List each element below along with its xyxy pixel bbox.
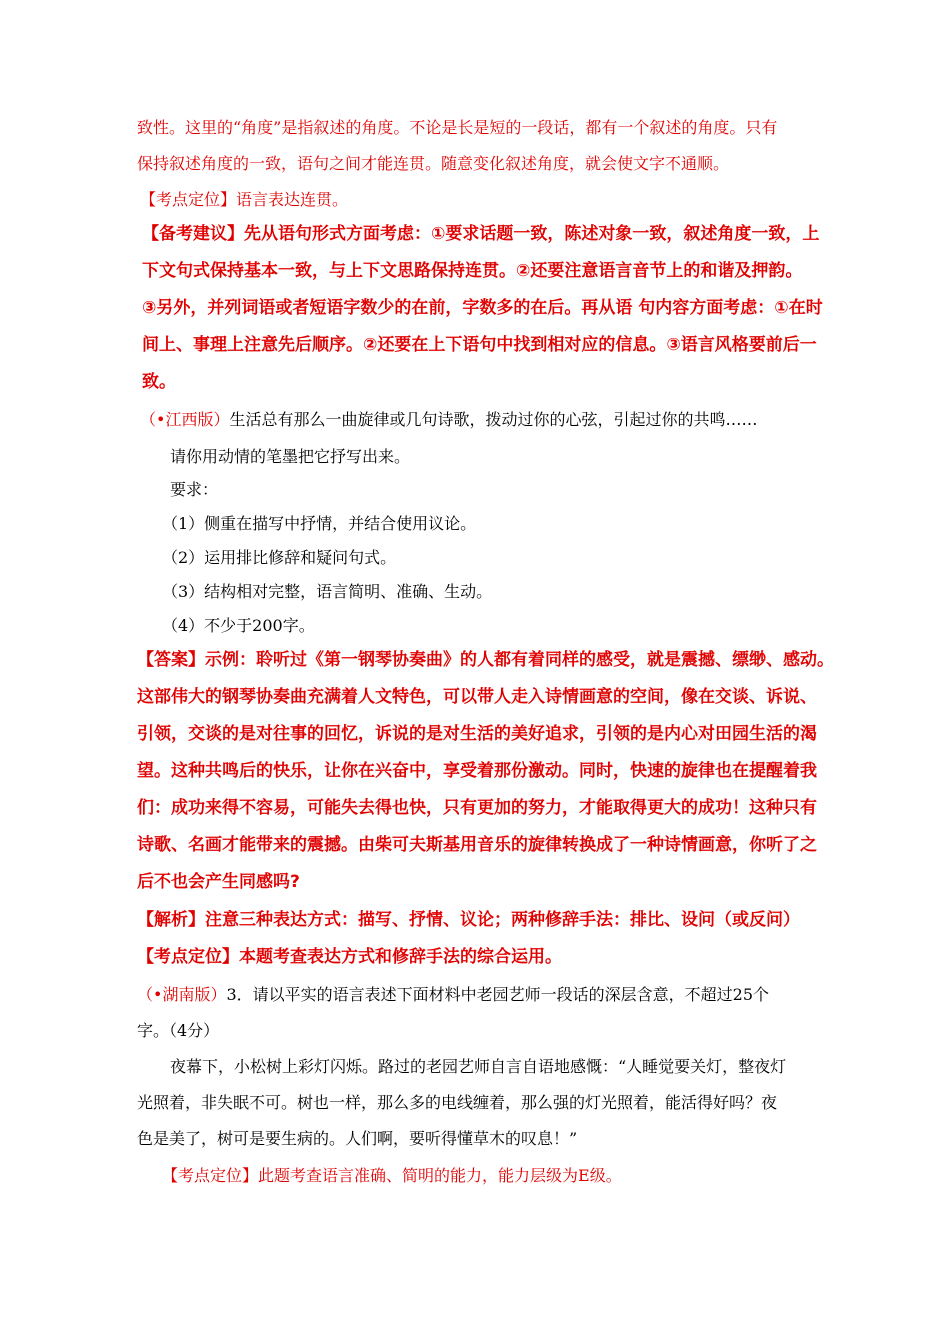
q3-kaodian-text: 此题考查语言准确、简明的能力，能力层级为E级。 (258, 1166, 622, 1185)
answer-line3: 引领，交谈的是对往事的回忆，诉说的是对生活的美好追求，引领的是内心对田园生活的渴 (137, 724, 817, 744)
q3-kaodian (162, 1166, 842, 1186)
q2-prompt2: 请你用动情的笔墨把它抒写出来。 (170, 447, 411, 466)
q2-req-4: （4）不少于200字。 (162, 616, 315, 635)
q3-material-2: 光照着，非失眠不可。树也一样，那么多的电线缠着，那么强的灯光照着，能活得好吗？夜 (137, 1093, 778, 1112)
kaodian1-tag: 【考点定位】 (140, 190, 237, 209)
jiexi-text: 注意三种表达方式：描写、抒情、议论；两种修辞手法：排比、设问（或反问） (205, 910, 800, 930)
beikao-tag: 【备考建议】 (142, 224, 244, 244)
kaodian1 (140, 190, 820, 210)
answer-tag: 【答案】 (137, 650, 205, 670)
q3-material-3: 色是美了，树可是要生病的。人们啊，要听得懂草木的叹息！” (137, 1129, 578, 1148)
kaodian2-text: 本题考查表达方式和修辞手法的综合运用。 (239, 947, 562, 967)
beikao-line3: ③另外，并列词语或者短语字数少的在前，字数多的在后。再从语 句内容方面考虑：①在时 (142, 298, 823, 318)
answer-line1 (137, 650, 834, 670)
beikao-line1 (142, 224, 822, 244)
q3-kaodian-tag: 【考点定位】 (162, 1166, 259, 1185)
answer-line6: 诗歌、名画才能带来的震撼。由柴可夫斯基用音乐的旋律转换成了一种诗情画意，你听了之 (137, 835, 817, 855)
answer-line5: 们：成功来得不容易，可能失去得也快，只有更加的努力，才能取得更大的成功！这种只有 (137, 798, 817, 818)
q2-req-title: 要求： (170, 480, 219, 499)
q3-material-1: 夜幕下，小松树上彩灯闪烁。路过的老园艺师自言自语地感慨：“人睡觉要关灯，整夜灯 (170, 1057, 787, 1076)
para1-line1: 致性。这里的“角度”是指叙述的角度。不论是长是短的一段话，都有一个叙述的角度。只有 (137, 118, 778, 137)
answer-line1-text: 示例：聆听过《第一钢琴协奏曲》的人都有着同样的感受，就是震撼、缥缈、感动。 (205, 650, 834, 670)
q3-line1 (137, 985, 817, 1005)
q3-source: （•湖南版） (137, 985, 227, 1004)
q3-line2: 字。（4分） (137, 1021, 220, 1040)
q2-req-2: （2）运用排比修辞和疑问句式。 (162, 548, 397, 567)
q2-prompt-line (140, 410, 820, 430)
kaodian1-text: 语言表达连贯。 (236, 190, 349, 209)
jiexi (137, 910, 817, 930)
kaodian2-tag: 【考点定位】 (137, 947, 239, 967)
q2-req-1: （1）侧重在描写中抒情，并结合使用议论。 (162, 514, 477, 533)
q2-source: （•江西版） (140, 410, 230, 429)
answer-line2: 这部伟大的钢琴协奏曲充满着人文特色，可以带人走入诗情画意的空间，像在交谈、诉说、 (137, 687, 817, 707)
para1-line2: 保持叙述角度的一致，语句之间才能连贯。随意变化叙述角度，就会使文字不通顺。 (137, 154, 730, 173)
beikao-line4: 间上、事理上注意先后顺序。②还要在上下语句中找到相对应的信息。③语言风格要前后一 (142, 335, 817, 355)
q2-prompt: 生活总有那么一曲旋律或几句诗歌，拨动过你的心弦，引起过你的共鸣…… (229, 410, 758, 429)
beikao-line1-text: 先从语句形式方面考虑：①要求话题一致，陈述对象一致，叙述角度一致，上 (244, 224, 820, 244)
q3-line1-text: 3．请以平实的语言表述下面材料中老园艺师一段话的深层含意，不超过25个 (226, 985, 769, 1004)
answer-line7: 后不也会产生同感吗? (137, 872, 300, 892)
jiexi-tag: 【解析】 (137, 910, 205, 930)
beikao-line5: 致。 (142, 372, 176, 392)
beikao-line2: 下文句式保持基本一致，与上下文思路保持连贯。②还要注意语言音节上的和谐及押韵。 (142, 261, 803, 281)
answer-line4: 望。这种共鸣后的快乐，让你在兴奋中，享受着那份激动。同时，快速的旋律也在提醒着我 (137, 761, 817, 781)
q2-req-3: （3）结构相对完整，语言简明、准确、生动。 (162, 582, 493, 601)
kaodian2 (137, 947, 817, 967)
